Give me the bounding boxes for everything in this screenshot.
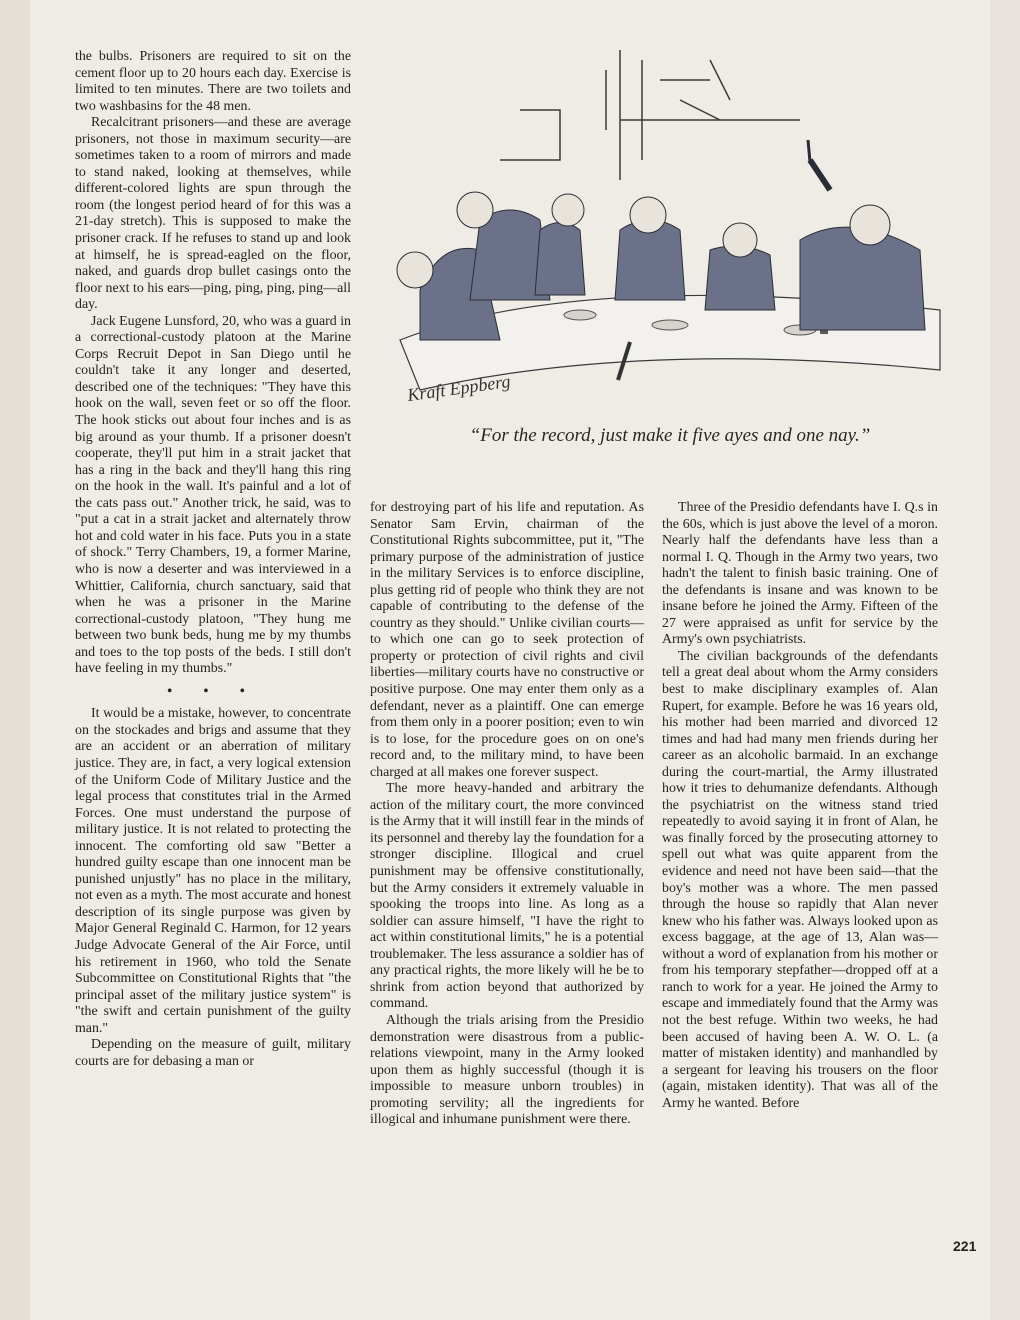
page-margin-left [0,0,30,1320]
paragraph: Although the trials arising from the Presidio demonstration were disastrous from a public-relations viewpoint, many in the Army looked upon them as highly successful (though it is impossible to measure unborn troubles) in promoting servility; all the ingredients for illogical and inhumane punishment were there. [370,1012,644,1128]
text-column-left [75,49,351,1070]
paragraph: It would be a mistake, however, to concentrate on the stockades and brigs and assume that they are an accident or an aberration of military justice. They are, in fact, a very logical extension of the Uniform Code of Military Justice and the legal process that constitutes trial in the Armed Forces. One must understand the purpose of military justice. It is not related to protecting the innocent. The comforting old saw "Better a hundred guilty escape than one innocent man be punished unjustly" has no place in the military, not even as a myth. The most accurate and honest description of its single purpose was given by Major General Reginald C. Harmon, for 12 years Judge Advocate General of the Air Force, until his retirement in 1960, who told the Senate Subcommittee on Constitutional Rights that "the principal asset of the military justice system" is "the swift and certain punishment of the guilty man." [75,706,351,1036]
paragraph: Jack Eugene Lunsford, 20, who was a guard in a correctional-custody platoon at the Marine Corps Recruit Depot in San Diego until he couldn't take it any longer and deserted, described one of the techniques: "They have this hook on the wall, seven feet or so off the floor. The hook sticks out about four inches and is as big around as your thumb. If a prisoner doesn't cooperate, they'll put him in a strait jacket that has a ring in the back and they'll hang this ring on the hook in the wall. It's painful and a lot of the cats pass out." Another trick, he said, was to "put a cat in a strait jacket and alternately throw hot and cold water in his face. Puts you in a state of shock." Terry Chambers, 19, a former Marine, who is now a deserter and was interviewed in a Whittier, California, church sanctuary, said that when he was a prisoner in the Marine correctional-custody platoon, "They hung me between two bunk beds, hung me by my thumbs and toes to the top posts of the beds. I still don't have feeling in my thumbs." [75,313,351,677]
paragraph: The civilian backgrounds of the defendants tell a great deal about whom the Army considers best to make disciplinary examples of. Alan Rupert, for example. Before he was 16 years old, his mother had been married and divorced 12 times and had had many men friends during her career as an alcoholic barmaid. In an exchange during the court-martial, the Army illustrated how it tries to dehumanize defendants. Although the psychiatrist on the witness stand tried repeatedly to avoid saying it in front of Alan, he was finally forced by the prosecuting attorney to spell out what was quite apparent from the evidence and need not have been said—that the boy's mother was a whore. The men passed through the house so rapidly that Alan never knew who his father was. Always looked upon as excess baggage, at the age of 13, Alan was—without a word of explanation from his mother or from his temporary stepfather—dropped off at a ranch to work for a year. He joined the Army to escape and immediately found that the Army was not the best refuge. Within two weeks, he had been accused of having been A. W. O. L. (a matter of mistaken identity) and manhandled by a sergeant for leaving his trousers on the floor (again, mistaken identity). That was all of the Army he wanted. Before [662,648,938,1111]
cartoon-signature: Kraft Eppberg [406,370,512,406]
window-frame-drawing [500,50,800,180]
page-number: 221 [953,1238,977,1254]
paragraph: the bulbs. Prisoners are required to sit on the cement floor up to 20 hours each day. Exercise is limited to ten minutes. There are two toilets and two washbasins for the 48 men. [75,49,351,114]
text-column-middle [370,500,644,1129]
section-break: • • • [167,683,259,699]
cartoon-illustration [380,40,960,410]
text-column-right [662,500,938,1112]
paragraph: Three of the Presidio defendants have I. Q.s in the 60s, which is just above the level of a moron. Nearly half the defendants have less than a normal I. Q. Though in the Army two years, two hadn't the talent to finish basic training. One of the defendants is insane and was known to be insane before he joined the Army. Fifteen of the 27 were appraised as unfit for service by the Army's own psychiatrists. [662,500,938,648]
page-margin-right [990,0,1020,1320]
cartoon-caption: “For the record, just make it five ayes and one nay.” [469,425,871,446]
paragraph: Recalcitrant prisoners—and these are average prisoners, not those in maximum security—are sometimes taken to a room of mirrors and made to stand naked, looking at themselves, while different-colored lights are spun through the room (the longest period heard of for this was a 21-day stretch). This is supposed to make the prisoner crack. If he refuses to stand up and look at himself, he is spread-eagled on the floor, naked, and guards drop bullet casings onto the floor next to his ears—ping, ping, ping, ping—all day. [75,115,351,313]
paragraph: for destroying part of his life and reputation. As Senator Sam Ervin, chairman of the Constitutional Rights subcommittee, put it, "The primary purpose of the administration of justice in the military Services is to enforce discipline, plus getting rid of people who think they are not capable of contributing to the defense of the country as they should." Unlike civilian courts—to which one can go to seek protection of property or protection of civil rights and civil liberties—military courts have no constructive or positive purpose. One may enter them only as a defendant, never as a plaintiff. One can emerge from them only in a poorer position; even to win is to lose, for the procedure goes on on one's record and, to the military mind, to have been charged at all makes one forever suspect. [370,500,644,780]
paragraph: Depending on the measure of guilt, military courts are for debasing a man or [75,1037,351,1069]
paragraph: The more heavy-handed and arbitrary the action of the military court, the more convinced is the Army that it will instill fear in the minds of its personnel and thereby lay the foundation for a stronger discipline. Illogical and cruel punishment may be offensive constitutionally, but the Army considers it extremely valuable in spooking the troops into line. As long as a soldier can assure himself, "I have the right to act within constitutional limits," he is a potential troublemaker. The less assurance a soldier has of any practical rights, the more likely will he be to shrink from action beyond that authorized by command. [370,781,644,1012]
